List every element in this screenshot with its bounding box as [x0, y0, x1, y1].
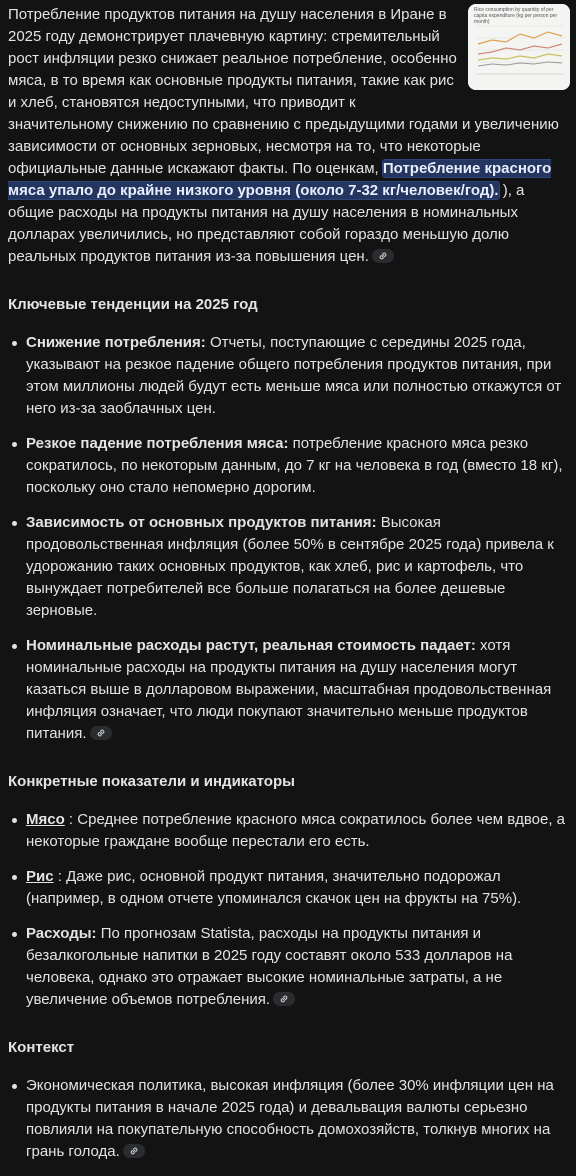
source-link-chip[interactable]	[90, 726, 112, 740]
list-item-term[interactable]: Мясо	[26, 811, 65, 828]
link-icon	[279, 994, 289, 1004]
bullet-list	[8, 1075, 570, 1163]
list-item	[26, 433, 570, 499]
list-item	[26, 809, 570, 853]
link-icon	[129, 1146, 139, 1156]
section-heading: Контекст	[8, 1039, 75, 1056]
list-item	[26, 1075, 570, 1163]
source-link-chip[interactable]	[273, 992, 295, 1006]
sections-container	[8, 294, 570, 1163]
list-item-text: потребление красного мяса резко сократилось, по некоторым данным, до 7 кг на человека в год (вместо 18 кг), поскольку оно стало непомерно дорогим.	[26, 435, 563, 496]
section-heading: Ключевые тенденции на 2025 год	[8, 296, 258, 313]
highlighted-citation[interactable]: Потребление красного мяса упало до крайне низкого уровня (около 7-32 кг/человек/год).	[8, 160, 552, 199]
bullet-list	[8, 332, 570, 745]
link-icon	[378, 251, 388, 261]
source-link-chip[interactable]	[372, 249, 394, 263]
intro-text-before: Потребление продуктов питания на душу населения в Иране в 2025 году демонстрирует плачевную картину: стремительный рост инфляции резко снижает реальное потребление, особенно мяса, в то время как основные продукты питания, такие как рис и хлеб, становятся недоступными, что приводит к значительному снижению по сравнению с предыдущими годами и увеличению зависимости от основных зерновых, несмотря на то, что некоторые официальные данные искажают факты. По оценкам,	[8, 6, 559, 177]
list-item-term[interactable]: Рис	[26, 868, 54, 885]
response-content	[8, 4, 570, 1176]
list-item	[26, 332, 570, 420]
source-thumbnail[interactable]	[468, 4, 570, 90]
thumbnail-title: Rice consumption by quantity of per capita expenditure (kg per person per month)	[474, 7, 558, 25]
list-item	[26, 923, 570, 1011]
intro-text-after: ), а общие расходы на продукты питания на душу населения в номинальных долларах увеличились, но представляют собой гораздо меньшую долю реальных продуктов питания из-за повышения цен.	[8, 182, 525, 265]
list-item-text: По прогнозам Statista, расходы на продукты питания и безалкогольные напитки в 2025 году составят около 533 долларов на человека, однако это отражает высокие номинальные затраты, а не увеличение объемов потребления.	[26, 925, 513, 1008]
list-item	[26, 512, 570, 622]
list-item-text: хотя номинальные расходы на продукты питания на душу населения могут казаться выше в долларовом выражении, масштабная продовольственная инфляция означает, что люди покупают значительно меньше продуктов питания.	[26, 637, 552, 742]
list-item-term: Снижение потребления:	[26, 334, 206, 351]
list-item-text: Отчеты, поступающие с середины 2025 года, указывают на резкое падение общего потребления продуктов питания, при этом миллионы людей будут есть меньше мяса или полностью откажутся от него из-за заоблачных цен.	[26, 334, 562, 417]
source-link-chip[interactable]	[123, 1144, 145, 1158]
list-item	[26, 635, 570, 745]
section-heading: Конкретные показатели и индикаторы	[8, 773, 295, 790]
list-item-term: Зависимость от основных продуктов питания:	[26, 514, 377, 531]
list-item-term: Номинальные расходы растут, реальная стоимость падает:	[26, 637, 476, 654]
bullet-list	[8, 809, 570, 1011]
list-item-text: : Даже рис, основной продукт питания, значительно подорожал (например, в одном отчете упоминался скачок цен на фрукты на 75%).	[26, 868, 522, 907]
list-item	[26, 866, 570, 910]
list-item-text: : Среднее потребление красного мяса сократилось более чем вдвое, а некоторые граждане вообще перестали его есть.	[26, 811, 566, 850]
list-item-text: Высокая продовольственная инфляция (более 50% в сентябре 2025 года) привела к удорожанию таких основных продуктов, как хлеб, рис и картофель, что вынуждает потребителей все больше полагаться на более дешевые зерновые.	[26, 514, 554, 619]
list-item-term: Расходы:	[26, 925, 97, 942]
link-icon	[96, 728, 106, 738]
list-item-text: Экономическая политика, высокая инфляция (более 30% инфляции цен на продукты питания в начале 2025 года) и девальвация валюты серьезно повлияли на покупательную способность домохозяйств, толкнув многих на грань голода.	[26, 1077, 554, 1160]
list-item-term: Резкое падение потребления мяса:	[26, 435, 289, 452]
